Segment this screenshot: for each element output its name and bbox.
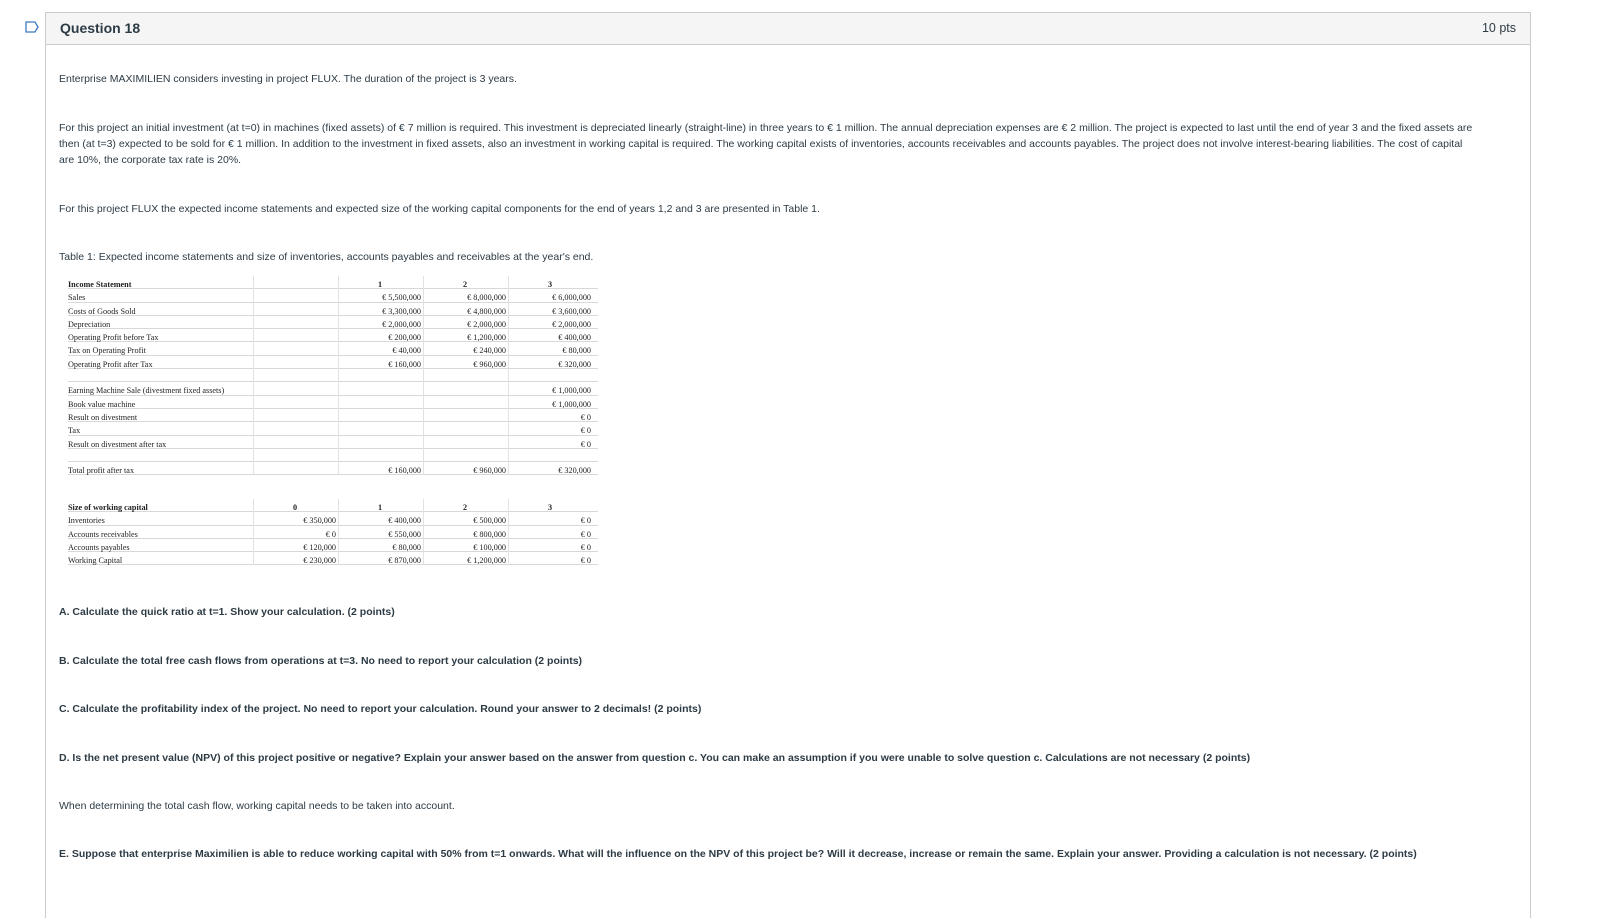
table-row: [68, 422, 598, 435]
table-cell: € 80,000: [392, 542, 421, 552]
working-capital-table: [68, 499, 598, 565]
table-gridline: [338, 499, 339, 565]
table-row: [68, 526, 598, 539]
table-cell: € 3,300,000: [382, 306, 421, 316]
table-row: [68, 539, 598, 552]
table-cell: Accounts receivables: [68, 529, 138, 539]
table-cell: Tax on Operating Profit: [68, 346, 146, 356]
table-cell: Book value machine: [68, 399, 136, 409]
table-cell: Tax: [68, 426, 81, 436]
table-cell: Result on divestment: [68, 412, 138, 422]
table-cell: € 0: [580, 412, 591, 422]
table-cell: € 320,000: [558, 466, 591, 476]
income-statement-table: [68, 276, 598, 475]
table-cell: € 230,000: [303, 556, 336, 566]
paragraph-line-1: For this project an initial investment (at t=0) in machines (fixed assets) of € 7 million is required. This investment is depreciated linearly (straight-line) in three years to € 1 million. The annual depreciation expenses are € 2 million. The project is expected to last until the end of year 3 and the fixed assets are: [59, 122, 1473, 134]
table-cell: € 1,200,000: [467, 556, 506, 566]
table-cell: € 0: [580, 542, 591, 552]
table-cell: € 0: [580, 426, 591, 436]
table-cell: Inventories: [68, 516, 105, 526]
table-cell: € 40,000: [392, 346, 421, 356]
table-caption: Table 1: Expected income statements and size of inventories, accounts payables and receivables at the year's end.: [59, 251, 594, 263]
table-row: [68, 462, 598, 475]
table-cell: Depreciation: [68, 319, 111, 329]
table-row: [68, 449, 598, 462]
table-cell: € 2,000,000: [552, 319, 591, 329]
table-cell: € 400,000: [558, 333, 591, 343]
table-cell: € 800,000: [473, 529, 506, 539]
table-cell: € 0: [580, 556, 591, 566]
table-row: [68, 396, 598, 409]
table-cell: € 1,200,000: [467, 333, 506, 343]
table-row: [68, 329, 598, 342]
table-gridline: [423, 276, 424, 475]
question-card: [45, 12, 1531, 918]
table-cell: € 1,000,000: [552, 386, 591, 396]
table-cell: € 1,000,000: [552, 399, 591, 409]
table-cell: 2: [462, 503, 468, 512]
table-cell: Earning Machine Sale (divestment fixed assets): [68, 386, 225, 396]
table-cell: € 400,000: [388, 516, 421, 526]
table-cell: € 6,000,000: [552, 293, 591, 303]
table-cell: € 0: [580, 529, 591, 539]
question-e: E. Suppose that enterprise Maximilien is able to reduce working capital with 50% from t=1 onwards. What will the influence on the NPV of this project be? Will it decrease, increase or remain the same. Explain your answer. Providing a calculation is not necessary. (2 points): [59, 848, 1417, 860]
question-c: C. Calculate the profitability index of the project. No need to report your calculation. Round your answer to 2 decimals! (2 points): [59, 703, 702, 715]
table-cell: Size of working capital: [68, 503, 148, 512]
table-cell: € 160,000: [388, 359, 421, 369]
table-cell: € 80,000: [562, 346, 591, 356]
table-cell: Income Statement: [68, 280, 132, 289]
intro-text: Enterprise MAXIMILIEN considers investing in project FLUX. The duration of the project is 3 years.: [59, 73, 517, 85]
table-cell: € 0: [325, 529, 336, 539]
table-cell: Result on divestment after tax: [68, 439, 167, 449]
table-cell: € 160,000: [388, 466, 421, 476]
table-cell: € 870,000: [388, 556, 421, 566]
paragraph-line-3: are 10%, the corporate tax rate is 20%.: [59, 154, 242, 166]
table-header-row: [68, 276, 598, 289]
table-row: [68, 409, 598, 422]
table-row: [68, 289, 598, 302]
paragraph-line-2: then (at t=3) expected to be sold for € 1 million. In addition to the investment in fixed assets, also an investment in working capital is required. The working capital exists of inventories, accounts receivables and accounts payables. The project does not involve interest-bearing liabilities. The cost of capital: [59, 138, 1463, 150]
table-cell: € 5,500,000: [382, 293, 421, 303]
question-header: [46, 13, 1530, 45]
table-cell: € 4,800,000: [467, 306, 506, 316]
bookmark-flag-icon[interactable]: [24, 19, 40, 35]
question-b: B. Calculate the total free cash flows from operations at t=3. No need to report your calculation (2 points): [59, 655, 583, 667]
table-cell: € 0: [580, 439, 591, 449]
table-row: [68, 552, 598, 565]
table-row: [68, 303, 598, 316]
table-cell: € 8,000,000: [467, 293, 506, 303]
table-cell: € 2,000,000: [382, 319, 421, 329]
table-gridline: [508, 276, 509, 475]
table-cell: € 240,000: [473, 346, 506, 356]
table-cell: 1: [377, 503, 383, 512]
table-row: [68, 316, 598, 329]
table-cell: € 200,000: [388, 333, 421, 343]
question-points: 10 pts: [1481, 21, 1516, 35]
table-header-row: [68, 499, 598, 512]
table-row: [68, 369, 598, 382]
table-gridline: [423, 499, 424, 565]
question-d: D. Is the net present value (NPV) of this project positive or negative? Explain your answer based on the answer from question c. You can make an assumption if you were unable to solve question c. Calculations are not necessary (2 points): [59, 752, 1251, 764]
table-cell: € 3,600,000: [552, 306, 591, 316]
table-row: [68, 436, 598, 449]
table-gridline: [253, 276, 254, 475]
table-cell: € 350,000: [303, 516, 336, 526]
table-cell: € 550,000: [388, 529, 421, 539]
table-cell: € 320,000: [558, 359, 591, 369]
table-cell: € 100,000: [473, 542, 506, 552]
table-gridline: [253, 499, 254, 565]
table-row: [68, 512, 598, 525]
question-title: Question 18: [60, 20, 141, 36]
table-cell: € 120,000: [303, 542, 336, 552]
table-row: [68, 342, 598, 355]
table-gridline: [508, 499, 509, 565]
table-cell: € 500,000: [473, 516, 506, 526]
table-row: [68, 382, 598, 395]
table-cell: Sales: [68, 293, 86, 303]
table-cell: € 960,000: [473, 466, 506, 476]
table-cell: 3: [547, 503, 553, 512]
table-row: [68, 356, 598, 369]
table-cell: Operating Profit after Tax: [68, 359, 153, 369]
table-cell: Accounts payables: [68, 542, 130, 552]
table-cell: 2: [462, 280, 468, 289]
question-a: A. Calculate the quick ratio at t=1. Show your calculation. (2 points): [59, 606, 395, 618]
table-cell: € 960,000: [473, 359, 506, 369]
table-cell: Operating Profit before Tax: [68, 333, 159, 343]
table-cell: 0: [292, 503, 298, 512]
table-cell: € 0: [580, 516, 591, 526]
table-intro-text: For this project FLUX the expected income statements and expected size of the working capital components for the end of years 1,2 and 3 are presented in Table 1.: [59, 203, 820, 215]
table-gridline: [338, 276, 339, 475]
working-capital-note: When determining the total cash flow, working capital needs to be taken into account.: [59, 800, 455, 812]
table-cell: Costs of Goods Sold: [68, 306, 136, 316]
table-cell: Working Capital: [68, 556, 123, 566]
table-cell: € 2,000,000: [467, 319, 506, 329]
table-cell: 1: [377, 280, 383, 289]
table-cell: 3: [547, 280, 553, 289]
table-cell: Total profit after tax: [68, 466, 135, 476]
